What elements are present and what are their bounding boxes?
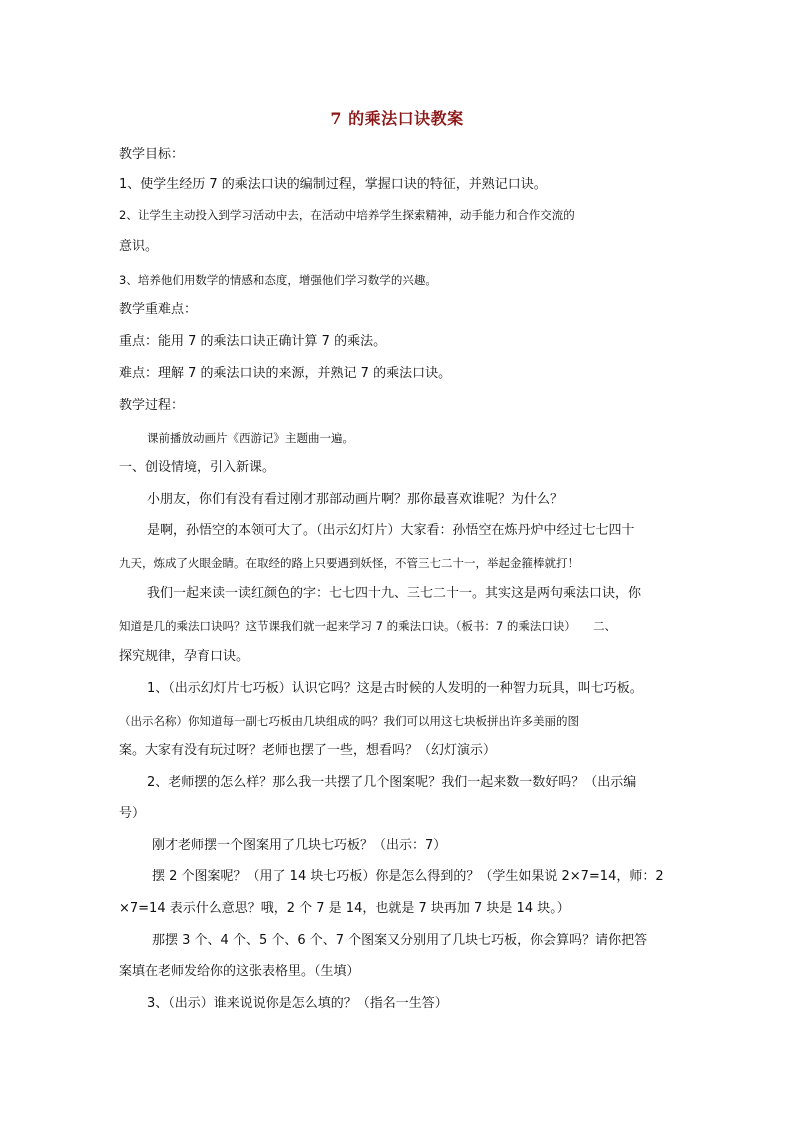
section-heading-process: 教学过程： xyxy=(119,398,185,413)
section-heading-part-one: 一、创设情境，引入新课。 xyxy=(119,460,276,475)
paragraph-line: 我们一起来读一读红颜色的字：七七四十九、三七二十一。其实这是两句乘法口诀，你 xyxy=(147,586,642,601)
paragraph-line: 小朋友，你们有没有看过刚才那部动画片啊？那你最喜欢谁呢？为什么？ xyxy=(147,492,564,507)
section-heading-objectives: 教学目标： xyxy=(119,147,185,162)
paragraph-line: 2、让学生主动投入到学习活动中去，在活动中培养学生探索精神，动手能力和合作交流的 xyxy=(119,208,575,222)
paragraph-line: 意识。 xyxy=(119,239,159,254)
paragraph-line: 3、（出示）谁来说说你是怎么填的？（指名一生答） xyxy=(147,996,448,1011)
paragraph-line: 刚才老师摆一个图案用了几块七巧板？（出示：7） xyxy=(152,838,447,853)
paragraph-line: 案填在老师发给你的这张表格里。（生填） xyxy=(119,964,360,979)
paragraph-line: 3、培养他们用数学的情感和态度，增强他们学习数学的兴趣。 xyxy=(119,273,437,287)
paragraph-line: 课前播放动画片《西游记》主题曲一遍。 xyxy=(147,431,354,445)
paragraph-line: 是啊，孙悟空的本领可大了。（出示幻灯片）大家看：孙悟空在炼丹炉中经过七七四十 xyxy=(147,523,635,538)
document-title: 7 的乘法口诀教案 xyxy=(330,109,464,128)
paragraph-line: 知道是几的乘法口诀吗？这节课我们就一起来学习 7 的乘法口诀。（板书：7 的乘法口诀） 二、 xyxy=(119,619,617,633)
section-heading-part-two: 探究规律，孕育口诀。 xyxy=(119,649,250,664)
paragraph-line: 号） xyxy=(119,806,146,821)
paragraph-line: （出示名称）你知道每一副七巧板由几块组成的吗？我们可以用这七块板拼出许多美丽的图 xyxy=(119,714,579,728)
paragraph-line: 2、老师摆的怎么样？那么我一共摆了几个图案呢？我们一起来数一数好吗？（出示编 xyxy=(147,775,637,790)
paragraph-line: 重点：能用 7 的乘法口诀正确计算 7 的乘法。 xyxy=(119,334,387,349)
paragraph-line: 九天，炼成了火眼金睛。在取经的路上只要遇到妖怪，不管三七二十一，举起金箍棒就打！ xyxy=(119,556,579,570)
paragraph-line: 摆 2 个图案呢？（用了 14 块七巧板）你是怎么得到的？（学生如果说 2×7=14，师：2 xyxy=(152,869,664,884)
paragraph-line: 那摆 3 个、4 个、5 个、6 个、7 个图案又分别用了几块七巧板，你会算吗？请你把答 xyxy=(152,933,648,948)
paragraph-line: 难点：理解 7 的乘法口诀的来源，并熟记 7 的乘法口诀。 xyxy=(119,366,452,381)
paragraph-line: 1、（出示幻灯片七巧板）认识它吗？这是古时候的人发明的一种智力玩具，叫七巧板。 xyxy=(147,681,643,696)
section-heading-key-points: 教学重难点： xyxy=(119,302,198,317)
paragraph-line: 案。大家有没有玩过呀？老师也摆了一些，想看吗？（幻灯演示） xyxy=(119,743,497,758)
paragraph-line: ×7=14 表示什么意思？哦，2 个 7 是 14，也就是 7 块再加 7 块是 14 块。） xyxy=(119,901,570,916)
paragraph-line: 1、使学生经历 7 的乘法口诀的编制过程，掌握口诀的特征，并熟记口诀。 xyxy=(119,177,547,192)
